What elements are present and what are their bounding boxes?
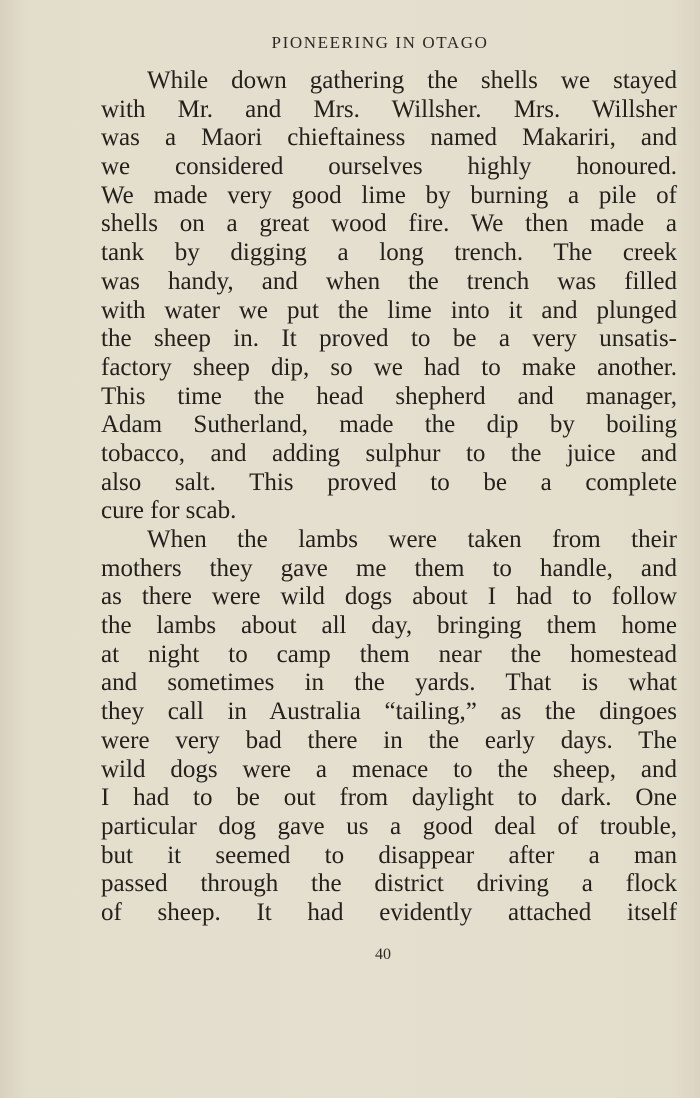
text-line: but it seemed to disappear after a man <box>101 841 677 869</box>
text-line: factory sheep dip, so we had to make another. <box>101 353 677 381</box>
text-line: with water we put the lime into it and plunged <box>101 296 677 324</box>
text-line: were very bad there in the early days. The <box>101 726 677 754</box>
text-line: they call in Australia “tailing,” as the dingoes <box>101 698 677 726</box>
text-line: This time the head shepherd and manager, <box>101 382 677 410</box>
text-line: was handy, and when the trench was filled <box>101 267 677 295</box>
text-line: wild dogs were a menace to the sheep, and <box>101 755 677 783</box>
text-line: the sheep in. It proved to be a very unsatis- <box>101 325 677 353</box>
text-line: shells on a great wood fire. We then made a <box>101 210 677 238</box>
text-line: we considered ourselves highly honoured. <box>101 153 677 181</box>
text-line: Adam Sutherland, made the dip by boiling <box>101 411 677 439</box>
page-number: 40 <box>375 946 391 963</box>
text-line: particular dog gave us a good deal of trouble, <box>101 812 677 840</box>
running-head: PIONEERING IN OTAGO <box>271 33 489 52</box>
text-line: passed through the district driving a flock <box>101 870 677 898</box>
text-line: When the lambs were taken from their <box>147 526 677 553</box>
text-line: While down gathering the shells we stayed <box>147 67 677 94</box>
text-line: was a Maori chieftainess named Makariri, and <box>101 124 677 152</box>
text-line: I had to be out from daylight to dark. One <box>101 784 677 812</box>
text-line: also salt. This proved to be a complete <box>101 468 677 496</box>
text-line: the lambs about all day, bringing them home <box>101 612 677 640</box>
text-line: tobacco, and adding sulphur to the juice and <box>101 439 677 467</box>
text-line: of sheep. It had evidently attached itself <box>101 898 677 926</box>
text-line: and sometimes in the yards. That is what <box>101 669 677 697</box>
text-line: cure for scab. <box>101 497 237 525</box>
text-line: tank by digging a long trench. The creek <box>101 239 677 267</box>
text-line: with Mr. and Mrs. Willsher. Mrs. Willsher <box>101 95 677 123</box>
body-text <box>101 67 677 928</box>
text-line: We made very good lime by burning a pile of <box>101 181 677 209</box>
text-line: at night to camp them near the homestead <box>101 640 677 668</box>
text-line: as there were wild dogs about I had to follow <box>101 583 677 611</box>
text-line: mothers they gave me them to handle, and <box>101 554 677 582</box>
